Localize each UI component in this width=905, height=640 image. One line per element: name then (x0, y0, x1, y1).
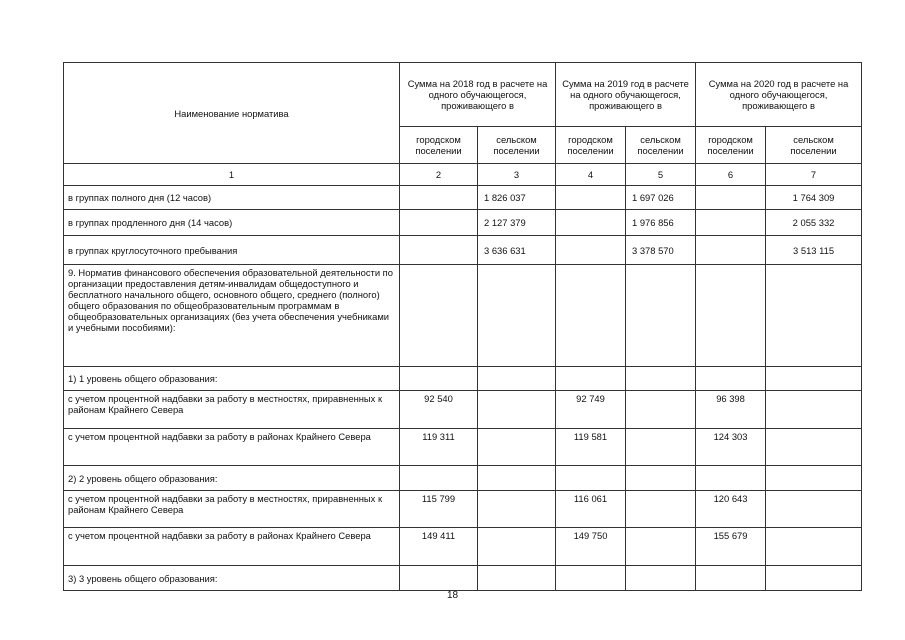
value-cell: 96 398 (696, 391, 766, 429)
value-cell: 2 055 332 (766, 210, 862, 236)
value-cell (400, 367, 478, 391)
value-cell (626, 491, 696, 528)
value-cell: 92 749 (556, 391, 626, 429)
value-cell (478, 265, 556, 367)
value-cell (478, 391, 556, 429)
norms-table (63, 62, 862, 591)
row-label: в группах полного дня (12 часов) (64, 186, 400, 210)
value-cell: 92 540 (400, 391, 478, 429)
value-cell: 1 826 037 (478, 186, 556, 210)
value-cell (766, 528, 862, 566)
value-cell (626, 391, 696, 429)
header-urban-2018: городском поселении (400, 127, 478, 164)
column-number-row (64, 164, 862, 186)
value-cell (400, 265, 478, 367)
value-cell (478, 429, 556, 466)
header-urban-2019: городском поселении (556, 127, 626, 164)
value-cell (766, 491, 862, 528)
value-cell (478, 566, 556, 591)
value-cell (400, 566, 478, 591)
header-name-col: Наименование норматива (64, 63, 400, 164)
value-cell (696, 367, 766, 391)
row-label: с учетом процентной надбавки за работу в районах Крайнего Севера (64, 429, 400, 466)
value-cell (626, 429, 696, 466)
column-number: 7 (766, 164, 862, 186)
column-number: 1 (64, 164, 400, 186)
column-number: 5 (626, 164, 696, 186)
value-cell (766, 429, 862, 466)
value-cell (766, 466, 862, 491)
value-cell (766, 265, 862, 367)
value-cell (696, 186, 766, 210)
value-cell (400, 466, 478, 491)
value-cell (478, 491, 556, 528)
value-cell (626, 566, 696, 591)
value-cell: 2 127 379 (478, 210, 556, 236)
table-row (64, 210, 862, 236)
value-cell (556, 566, 626, 591)
table-row (64, 466, 862, 491)
header-year-2020: Сумма на 2020 год в расчете на одного обучающегося, проживающего в (696, 63, 862, 127)
value-cell (696, 466, 766, 491)
table-row (64, 429, 862, 466)
value-cell (556, 236, 626, 265)
value-cell: 116 061 (556, 491, 626, 528)
header-rural-2020: сельском поселении (766, 127, 862, 164)
table-row (64, 566, 862, 591)
table-row (64, 236, 862, 265)
value-cell (766, 367, 862, 391)
value-cell: 3 636 631 (478, 236, 556, 265)
header-rural-2019: сельском поселении (626, 127, 696, 164)
value-cell (556, 210, 626, 236)
row-label: 3) 3 уровень общего образования: (64, 566, 400, 591)
column-number: 3 (478, 164, 556, 186)
value-cell (626, 466, 696, 491)
row-label: в группах круглосуточного пребывания (64, 236, 400, 265)
value-cell (626, 528, 696, 566)
value-cell: 119 311 (400, 429, 478, 466)
value-cell: 120 643 (696, 491, 766, 528)
value-cell: 124 303 (696, 429, 766, 466)
value-cell (696, 566, 766, 591)
value-cell (696, 236, 766, 265)
value-cell: 155 679 (696, 528, 766, 566)
value-cell (766, 391, 862, 429)
table-row (64, 186, 862, 210)
value-cell (556, 367, 626, 391)
column-number: 6 (696, 164, 766, 186)
page-number: 18 (446, 590, 459, 601)
value-cell: 1 697 026 (626, 186, 696, 210)
table-row (64, 367, 862, 391)
value-cell (696, 210, 766, 236)
row-label: с учетом процентной надбавки за работу в местностях, приравненных к районам Крайнего Севера (64, 391, 400, 429)
value-cell: 1 976 856 (626, 210, 696, 236)
value-cell (626, 265, 696, 367)
value-cell: 149 750 (556, 528, 626, 566)
value-cell (400, 210, 478, 236)
value-cell (400, 186, 478, 210)
table-row (64, 528, 862, 566)
value-cell: 115 799 (400, 491, 478, 528)
row-label: с учетом процентной надбавки за работу в местностях, приравненных к районам Крайнего Севера (64, 491, 400, 528)
header-urban-2020: городском поселении (696, 127, 766, 164)
value-cell (556, 466, 626, 491)
row-label: с учетом процентной надбавки за работу в районах Крайнего Севера (64, 528, 400, 566)
table-row (64, 391, 862, 429)
value-cell (556, 265, 626, 367)
value-cell (696, 265, 766, 367)
value-cell (556, 186, 626, 210)
value-cell (478, 367, 556, 391)
table-row (64, 491, 862, 528)
value-cell (478, 528, 556, 566)
value-cell (626, 367, 696, 391)
value-cell: 149 411 (400, 528, 478, 566)
column-number: 4 (556, 164, 626, 186)
row-label: в группах продленного дня (14 часов) (64, 210, 400, 236)
value-cell: 119 581 (556, 429, 626, 466)
header-row-years (64, 63, 862, 127)
value-cell (400, 236, 478, 265)
value-cell: 3 513 115 (766, 236, 862, 265)
value-cell (766, 566, 862, 591)
table-row (64, 265, 862, 367)
row-label: 2) 2 уровень общего образования: (64, 466, 400, 491)
row-label: 1) 1 уровень общего образования: (64, 367, 400, 391)
header-year-2019: Сумма на 2019 год в расчете на одного обучающегося, проживающего в (556, 63, 696, 127)
value-cell (478, 466, 556, 491)
value-cell: 3 378 570 (626, 236, 696, 265)
header-year-2018: Сумма на 2018 год в расчете на одного обучающегося, проживающего в (400, 63, 556, 127)
column-number: 2 (400, 164, 478, 186)
row-label: 9. Норматив финансового обеспечения образовательной деятельности по организации предоставления детям-инвалидам общедоступного и бесплатного начального общего, основного общего, среднего (полного) общего образования по общеобразовательным программам в общеобразовательных организациях (без учета обеспечения учебниками и учебными пособиями): (64, 265, 400, 367)
header-rural-2018: сельском поселении (478, 127, 556, 164)
value-cell: 1 764 309 (766, 186, 862, 210)
